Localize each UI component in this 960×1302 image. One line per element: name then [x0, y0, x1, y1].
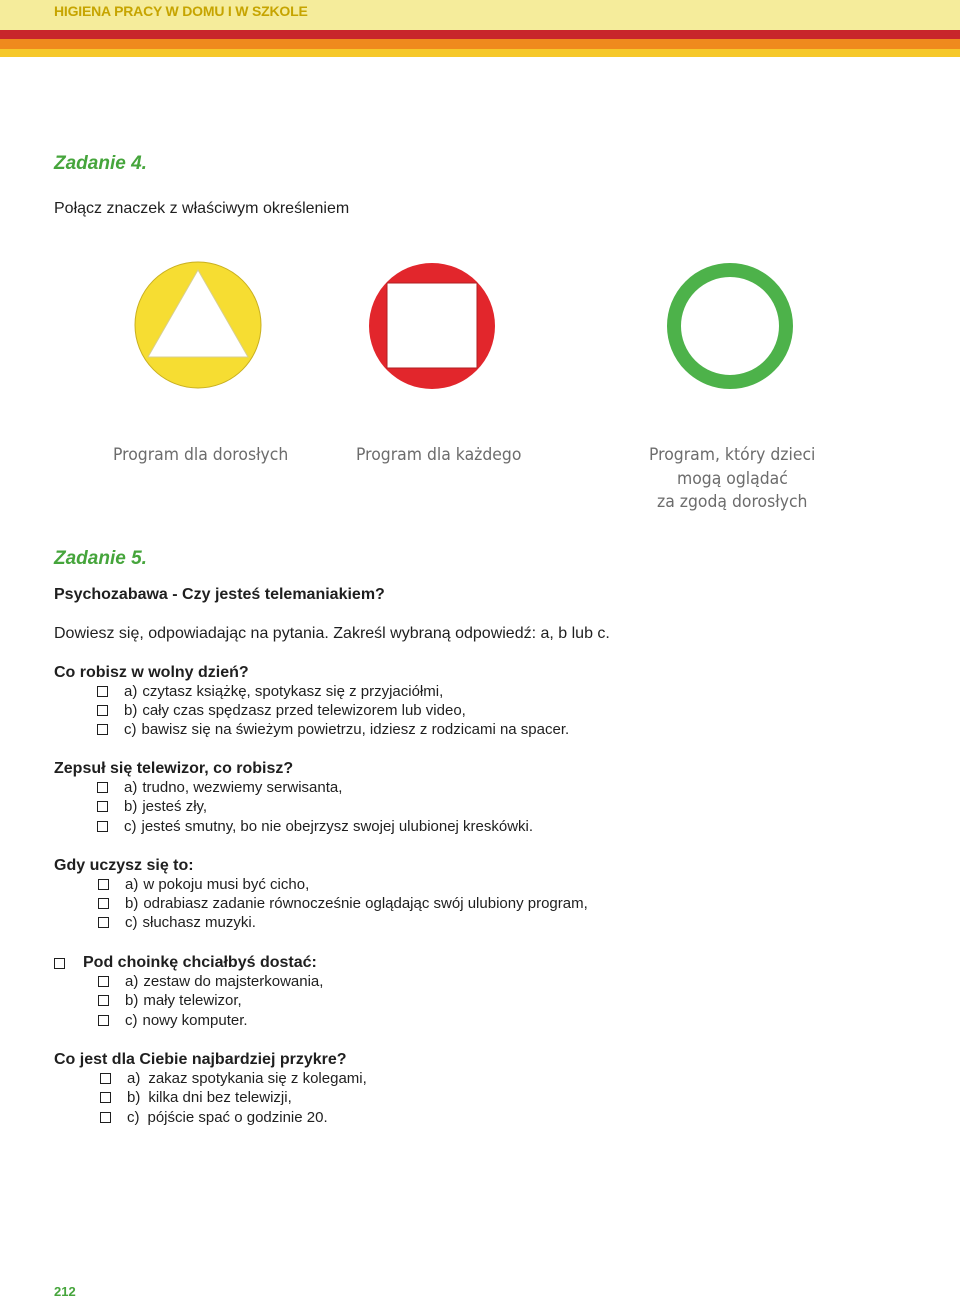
q4-option-c[interactable]: c) nowy komputer. — [98, 1012, 248, 1029]
checkbox[interactable] — [97, 821, 108, 832]
q2-option-c[interactable]: c) jesteś smutny, bo nie obejrzysz swojej ulubionej kreskówki. — [97, 818, 533, 835]
red-square-sign — [368, 262, 496, 390]
checkbox[interactable] — [54, 958, 65, 969]
q1-option-c[interactable]: c) bawisz się na świeżym powietrzu, idziesz z rodzicami na spacer. — [97, 721, 569, 738]
checkbox[interactable] — [98, 976, 109, 987]
page-header — [0, 0, 960, 30]
checkbox[interactable] — [100, 1073, 111, 1084]
q5-option-b[interactable]: b) kilka dni bez telewizji, — [100, 1089, 292, 1106]
task5-subtitle: Psychozabawa - Czy jesteś telemaniakiem? — [54, 586, 385, 603]
task5-instruction: Dowiesz się, odpowiadając na pytania. Zakreśl wybraną odpowiedź: a, b lub c. — [54, 625, 610, 642]
q4-option-a[interactable]: a) zestaw do majsterkowania, — [98, 973, 323, 990]
label-with-consent-line3: za zgodą dorosłych — [657, 492, 808, 512]
question-5: Co jest dla Ciebie najbardziej przykre? — [54, 1051, 347, 1068]
q2-option-b[interactable]: b) jesteś zły, — [97, 798, 207, 815]
q3-option-a[interactable]: a) w pokoju musi być cicho, — [98, 876, 309, 893]
label-with-consent-line1: Program, który dzieci — [649, 445, 816, 465]
q5-option-c[interactable]: c) pójście spać o godzinie 20. — [100, 1109, 328, 1126]
checkbox[interactable] — [100, 1092, 111, 1103]
header-stripe-red — [0, 30, 960, 39]
header-stripe-orange — [0, 39, 960, 49]
question-1: Co robisz w wolny dzień? — [54, 664, 249, 681]
task4-instruction: Połącz znaczek z właściwym określeniem — [54, 200, 350, 217]
label-everyone: Program dla każdego — [356, 445, 522, 465]
task4-title: Zadanie 4. — [54, 153, 147, 174]
question-4[interactable]: Pod choinkę chciałbyś dostać: — [54, 954, 317, 972]
question-3: Gdy uczysz się to: — [54, 857, 194, 874]
label-adults: Program dla dorosłych — [113, 445, 289, 465]
header-stripe-yellow — [0, 49, 960, 57]
q1-option-a[interactable]: a) czytasz książkę, spotykasz się z przyjaciółmi, — [97, 683, 443, 700]
checkbox[interactable] — [97, 705, 108, 716]
checkbox[interactable] — [97, 724, 108, 735]
q3-option-b[interactable]: b) odrabiasz zadanie równocześnie oglądając swój ulubiony program, — [98, 895, 588, 912]
green-ring-sign — [666, 262, 794, 390]
checkbox[interactable] — [97, 686, 108, 697]
checkbox[interactable] — [98, 879, 109, 890]
checkbox[interactable] — [97, 782, 108, 793]
checkbox[interactable] — [98, 1015, 109, 1026]
header-title: HIGIENA PRACY W DOMU I W SZKOLE — [54, 3, 308, 19]
checkbox[interactable] — [98, 898, 109, 909]
q2-option-a[interactable]: a) trudno, wezwiemy serwisanta, — [97, 779, 342, 796]
checkbox[interactable] — [97, 801, 108, 812]
yellow-triangle-sign — [134, 261, 262, 389]
task5-title: Zadanie 5. — [54, 548, 147, 569]
checkbox[interactable] — [98, 995, 109, 1006]
q1-option-b[interactable]: b) cały czas spędzasz przed telewizorem lub video, — [97, 702, 466, 719]
page-number: 212 — [54, 1284, 76, 1299]
q4-option-b[interactable]: b) mały telewizor, — [98, 992, 242, 1009]
q5-option-a[interactable]: a) zakaz spotykania się z kolegami, — [100, 1070, 367, 1087]
question-2: Zepsuł się telewizor, co robisz? — [54, 760, 294, 777]
q3-option-c[interactable]: c) słuchasz muzyki. — [98, 914, 256, 931]
checkbox[interactable] — [98, 917, 109, 928]
label-with-consent-line2: mogą oglądać — [677, 469, 788, 489]
checkbox[interactable] — [100, 1112, 111, 1123]
